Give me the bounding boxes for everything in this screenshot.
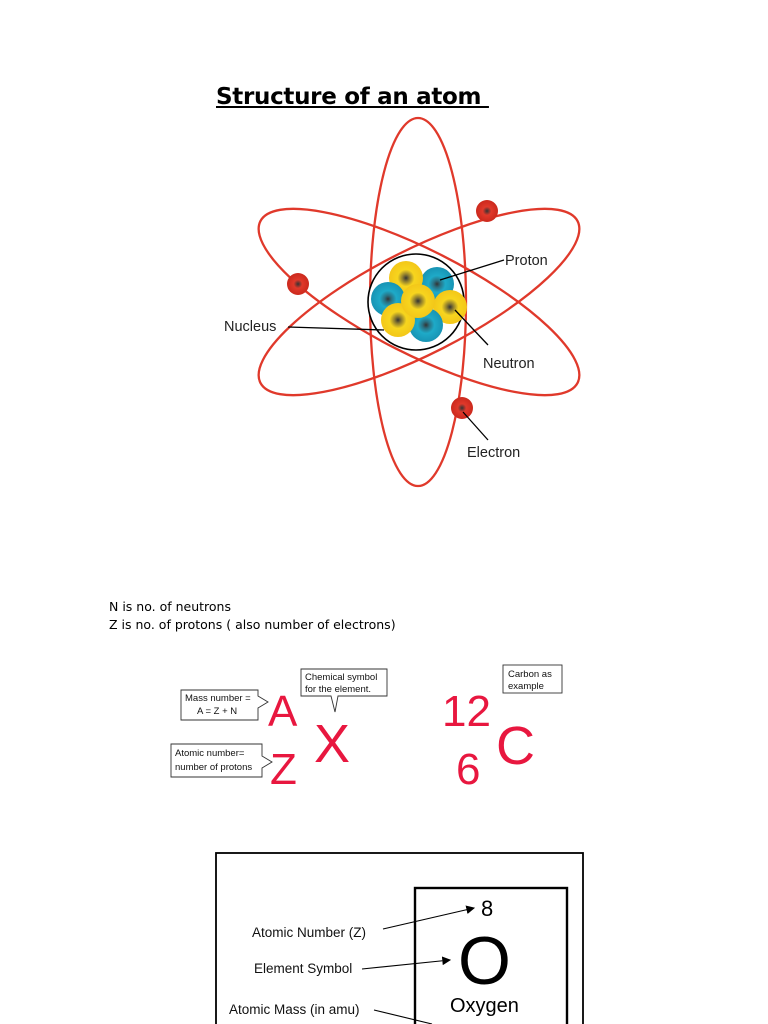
carbon-symbol: C — [496, 716, 535, 776]
tile-element-symbol: O — [458, 923, 511, 999]
nucleus-label: Nucleus — [224, 319, 277, 335]
electron-particle — [451, 397, 473, 419]
mass-number-symbol-A: A — [268, 687, 298, 736]
mass-number-callout — [181, 690, 268, 720]
tile-atomic-number: 8 — [481, 896, 494, 921]
page-title: Structure of an atom — [216, 84, 489, 110]
proton-particle — [401, 284, 435, 318]
element-box-figure — [216, 853, 583, 1024]
electron-particle — [287, 273, 309, 295]
mass-number-callout-line1: Mass number = — [185, 693, 251, 704]
carbon-atomic-number: 6 — [456, 745, 481, 794]
carbon-example-line1: Carbon as — [508, 669, 552, 680]
element-symbol-X: X — [314, 714, 351, 774]
atomic-number-callout-line2: number of protons — [175, 762, 253, 773]
carbon-mass-number: 12 — [442, 687, 491, 736]
carbon-example-line2: example — [508, 681, 544, 692]
neutron-label: Neutron — [483, 356, 535, 372]
electron-label: Electron — [467, 445, 521, 461]
electron-particle — [476, 200, 498, 222]
note-protons: Z is no. of protons ( also number of electrons) — [109, 617, 396, 632]
chemical-symbol-callout — [301, 669, 387, 712]
element-symbol-label: Element Symbol — [254, 961, 353, 976]
nuclide-notation — [171, 665, 562, 794]
atomic-number-label: Atomic Number (Z) — [252, 925, 367, 940]
atomic-number-symbol-Z: Z — [270, 745, 297, 794]
carbon-example-callout — [503, 665, 562, 693]
atomic-number-callout-line1: Atomic number= — [175, 748, 245, 759]
atomic-mass-label: Atomic Mass (in amu) — [229, 1002, 360, 1017]
mass-number-callout-line2: A = Z + N — [197, 706, 238, 717]
tile-element-name: Oxygen — [450, 995, 519, 1017]
proton-label: Proton — [505, 253, 548, 269]
atomic-number-callout — [171, 744, 272, 777]
chemical-symbol-callout-line1: Chemical symbol — [305, 672, 378, 683]
atom-diagram — [224, 118, 601, 486]
chemical-symbol-callout-line2: for the element. — [305, 684, 372, 695]
note-neutrons: N is no. of neutrons — [109, 599, 231, 614]
